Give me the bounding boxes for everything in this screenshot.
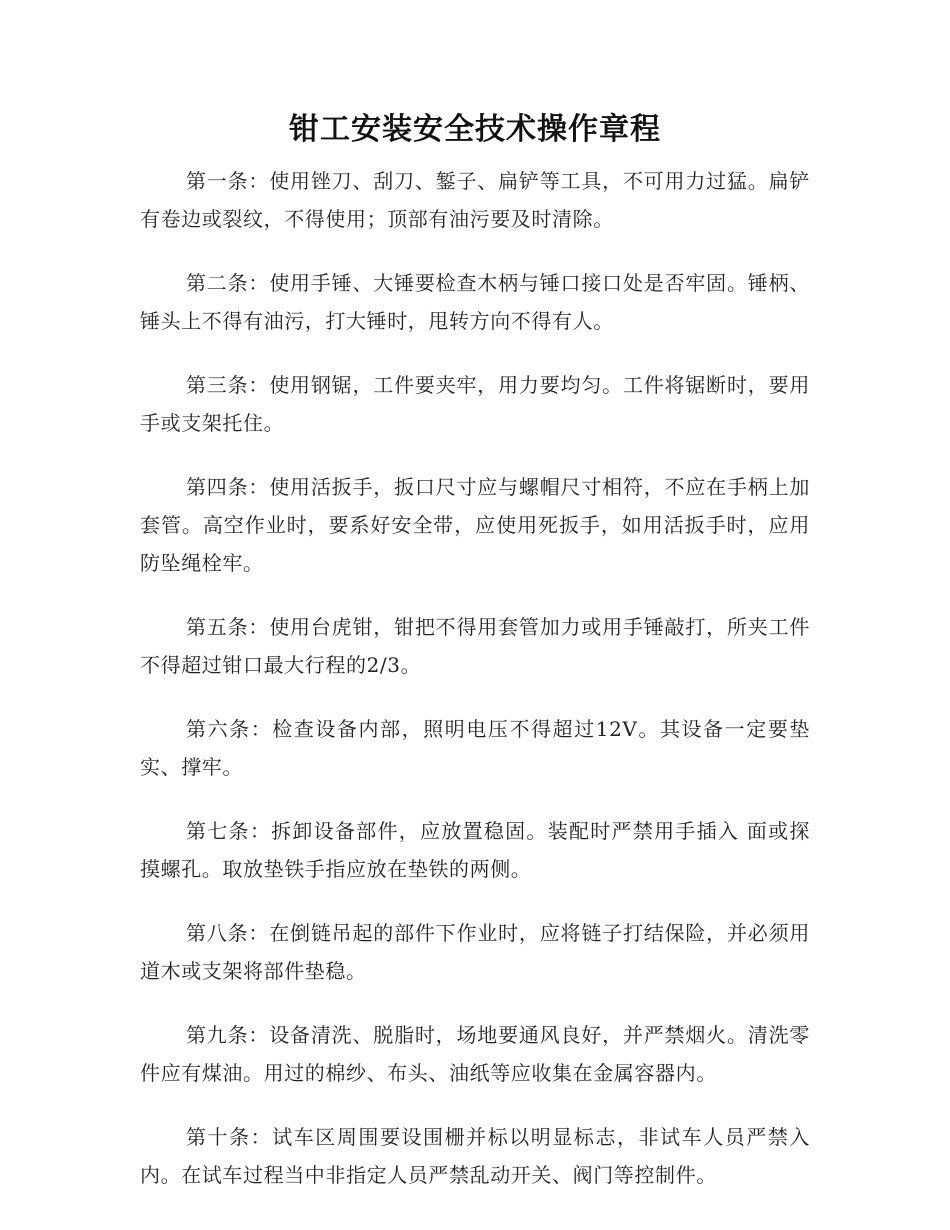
document-title: 钳工安装安全技术操作章程 (289, 112, 661, 147)
article-9: 第九条：设备清洗、脱脂时，场地要通风良好，并严禁烟火。清洗零件应有煤油。用过的棉纱、布头、油纸等应收集在金属容器内。 (140, 1023, 810, 1085)
document-body (140, 162, 810, 1220)
article-4: 第四条：使用活扳手，扳口尺寸应与螺帽尺寸相符，不应在手柄上加套管。高空作业时，要系好安全带，应使用死扳手，如用活扳手时，应用防坠绳栓牢。 (140, 475, 810, 575)
article-3: 第三条：使用钢锯，工件要夹牢，用力要均匀。工件将锯断时，要用手或支架托住。 (140, 373, 810, 435)
article-6: 第六条：检查设备内部，照明电压不得超过12V。其设备一定要垫实、撑牢。 (140, 717, 810, 779)
article-1: 第一条：使用锉刀、刮刀、錾子、扁铲等工具，不可用力过猛。扁铲有卷边或裂纹，不得使用；顶部有油污要及时清除。 (140, 169, 810, 231)
article-7: 第七条：拆卸设备部件，应放置稳固。装配时严禁用手插入 面或探摸螺孔。取放垫铁手指应放在垫铁的两侧。 (140, 819, 810, 881)
article-10: 第十条：试车区周围要设围栅并标以明显标志，非试车人员严禁入内。在试车过程当中非指定人员严禁乱动开关、阀门等控制件。 (140, 1125, 810, 1187)
article-5: 第五条：使用台虎钳，钳把不得用套管加力或用手锤敲打，所夹工件不得超过钳口最大行程的2/3。 (140, 615, 810, 677)
article-8: 第八条：在倒链吊起的部件下作业时，应将链子打结保险，并必须用道木或支架将部件垫稳。 (140, 921, 810, 983)
article-2: 第二条：使用手锤、大锤要检查木柄与锤口接口处是否牢固。锤柄、锤头上不得有油污，打大锤时，甩转方向不得有人。 (140, 271, 810, 333)
